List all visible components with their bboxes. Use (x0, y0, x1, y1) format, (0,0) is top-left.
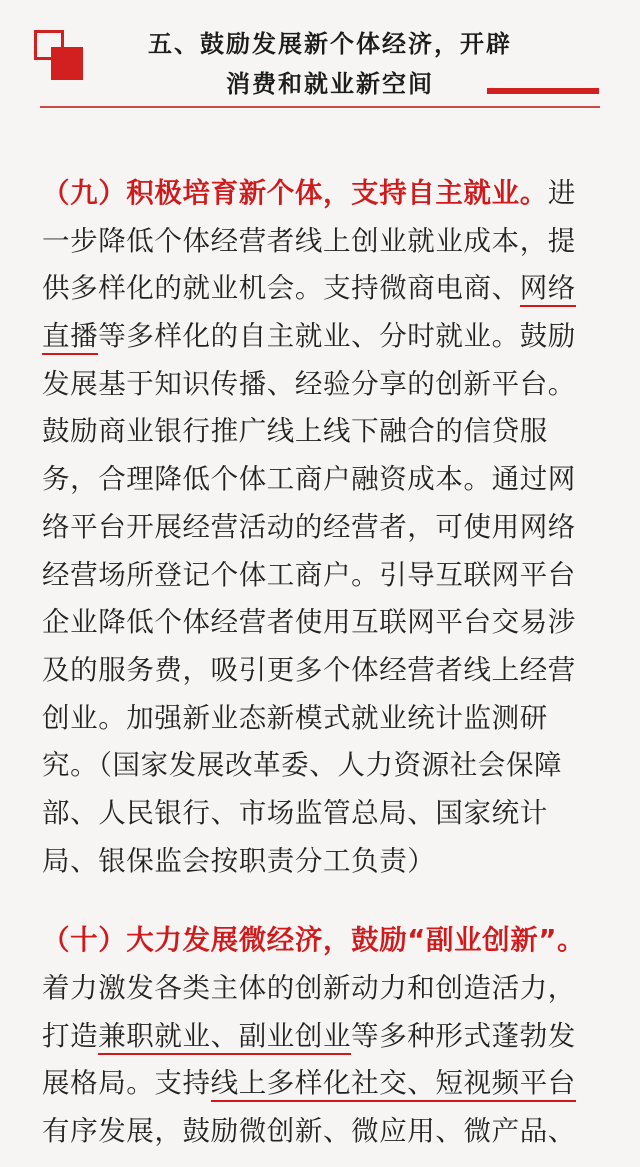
text-line (42, 917, 602, 965)
text-line: 鼓励商业银行推广线上线下融合的信贷服 (42, 415, 548, 448)
text-line: 发展基于知识传播、经验分享的创新平台。 (42, 367, 576, 400)
text-line: 务，合理降低个体工商户融资成本。通过网 (42, 463, 576, 496)
text-fragment: 打造 (42, 1019, 99, 1052)
text-line: 经营场所登记个体工商户。引导互联网平台 (42, 558, 576, 591)
text-line: 络平台开展经营活动的经营者，可使用网络 (42, 510, 576, 543)
text-line: 有序发展，鼓励微创新、微应用、微产品、 (42, 1115, 576, 1148)
text-fragment: 等多种形式蓬勃发 (351, 1019, 576, 1052)
article-body (42, 170, 602, 1156)
paragraph-ten (42, 917, 602, 1155)
underlined-phrase: 网络 (520, 272, 576, 307)
text-line: 一步降低个体经营者线上创业就业成本，提 (42, 224, 576, 257)
header-accent-bar (487, 88, 599, 94)
text-line: 部、人民银行、市场监管总局、国家统计 (42, 796, 548, 829)
text-fragment: 等多样化的自主就业、分时就业。鼓励 (98, 320, 576, 353)
section-header (0, 0, 640, 112)
text-line (42, 313, 602, 361)
section-logo-icon (34, 30, 84, 82)
text-line: 着力激发各类主体的创新动力和创造活力， (42, 972, 576, 1004)
paragraph-heading: （九）积极培育新个体，支持自主就业。 (42, 177, 548, 209)
text-line (42, 1060, 602, 1108)
text-line: 企业降低个体经营者使用互联网平台交易涉 (42, 606, 576, 639)
paragraph-heading: （十）大力发展微经济，鼓励“副业创新”。 (42, 924, 586, 957)
underlined-phrase: 兼职就业、副业创业 (98, 1020, 351, 1055)
paragraph-nine (42, 170, 602, 885)
text-line (42, 170, 602, 218)
section-title-line-2: 消费和就业新空间 (226, 70, 434, 98)
text-line (42, 1013, 602, 1061)
text-line: 及的服务费，吸引更多个体经营者线上经营 (42, 653, 576, 686)
text-line: 创业。加强新业态新模式就业统计监测研 (42, 701, 548, 734)
text-fragment: 供多样化的就业机会。支持微商电商、 (42, 272, 520, 305)
underlined-phrase: 直播 (42, 320, 98, 355)
logo-solid-square (51, 47, 83, 80)
text-fragment: 展格局。支持 (42, 1067, 211, 1100)
section-title-line-1: 五、鼓励发展新个体经济，开辟 (148, 30, 512, 58)
header-divider (40, 106, 600, 108)
text-line: 究。（国家发展改革委、人力资源社会保障 (42, 749, 563, 782)
underlined-phrase: 线上多样化社交、短视频平台 (211, 1067, 576, 1102)
text-line (42, 265, 602, 313)
text-fragment: 进 (547, 177, 576, 209)
text-line: 局、银保监会按职责分工负责） (42, 844, 436, 877)
